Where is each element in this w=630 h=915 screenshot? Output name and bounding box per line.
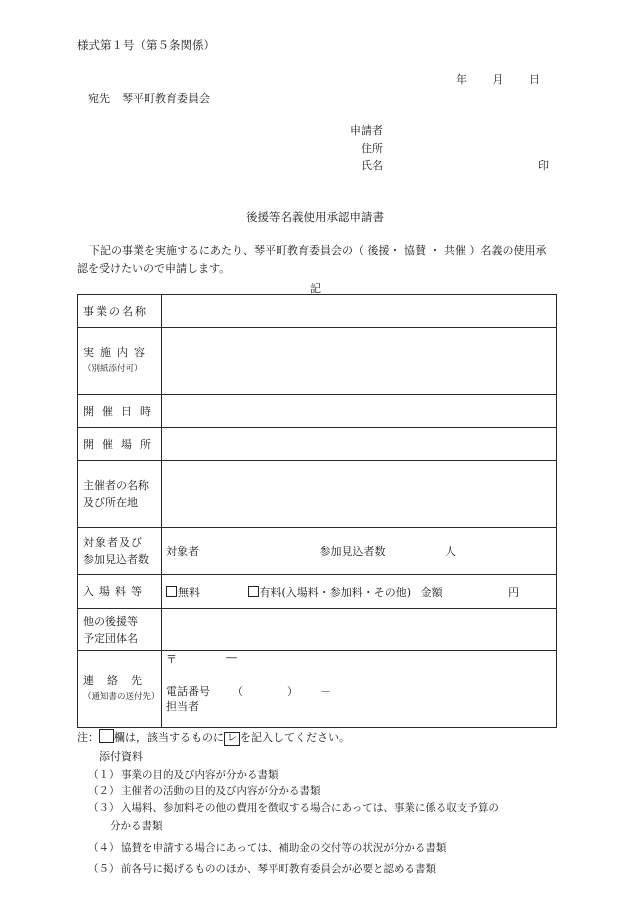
date-field[interactable] (162, 395, 557, 428)
place-label: 開催場所 (78, 428, 162, 461)
date-day-label: 日 (529, 73, 540, 86)
note-prefix: 注： (77, 731, 99, 744)
contact-note: （通知書の送付先） (83, 692, 160, 702)
ki-mark: 記 (310, 282, 321, 295)
other-sponsors-label: 他の後援等 予定団体名 (78, 609, 162, 651)
attachment-item: （２） 主催者の活動の目的及び内容が分かる書類 (88, 785, 321, 797)
other-sponsors-field[interactable] (162, 609, 557, 651)
fee-free-checkbox[interactable] (166, 586, 177, 597)
attachment-item-continuation: 分かる書類 (110, 820, 163, 832)
date-line (456, 71, 548, 87)
attachment-item: （４） 協賛を申請する場合にあっては、補助金の交付等の状況が分かる書類 (88, 842, 447, 854)
date-label: 開催日時 (78, 395, 162, 428)
note-text-1: 欄は，該当するものに (114, 731, 224, 744)
target-field-label: 対象者 (166, 545, 199, 558)
document-body: 下記の事業を実施するにあたり、琴平町教育委員会の（ 後援・ 協賛 ・ 共催 ）名義の使用承認を受けたいので申請します。 (77, 244, 547, 275)
postal-mark: 〒 (166, 653, 177, 666)
note-line (77, 729, 350, 746)
fee-free-label: 無料 (178, 585, 200, 599)
expected-count-label: 参加見込者数 (319, 545, 386, 558)
contact-field (162, 651, 557, 728)
attachments-title: 添付資料 (99, 750, 143, 763)
content-note: （別紙添付可） (83, 364, 143, 374)
form-number: 様式第１号（第５条関係） (77, 38, 215, 52)
staff-label: 担当者 (166, 700, 199, 713)
amount-label: 金額 (420, 585, 443, 599)
target-field[interactable] (162, 528, 557, 575)
checkbox-sample (99, 729, 114, 743)
place-field[interactable] (162, 428, 557, 461)
content-label: 実施内容 （別紙添付可） (78, 328, 162, 395)
phone-dash: － (320, 685, 331, 698)
applicant-address-label: 住所 (361, 142, 383, 155)
check-mark-sample: レ (224, 732, 240, 746)
content-field[interactable] (162, 328, 557, 395)
document-title: 後援等名義使用承認申請書 (246, 210, 384, 224)
event-name-label: 事業の名称 (78, 295, 162, 328)
attachment-item: （１） 事業の目的及び内容が分かる書類 (88, 769, 279, 781)
fee-paid-label: 有料(入場料・参加料・その他) (259, 585, 412, 599)
addressee (88, 90, 210, 106)
contact-label: 連絡先 （通知書の送付先） (78, 651, 162, 728)
people-unit: 人 (445, 545, 456, 558)
event-name-field[interactable] (162, 295, 557, 328)
yen-unit: 円 (508, 585, 520, 599)
application-table (77, 294, 557, 728)
phone-label: 電話番号 (166, 685, 210, 698)
addressee-prefix: 宛先 (88, 92, 110, 105)
fee-field (162, 575, 557, 609)
target-label: 対象者及び 参加見込者数 (78, 528, 162, 575)
attachment-item: （３） 入場料、参加料その他の費用を徴収する場合にあっては、事業に係る収支予算の (88, 802, 499, 814)
phone-paren: （ ） (232, 685, 298, 698)
date-month-label: 月 (492, 73, 504, 86)
fee-paid-checkbox[interactable] (248, 586, 259, 597)
date-year-label: 年 (456, 73, 467, 86)
postal-dash: ― (226, 651, 237, 664)
note-text-2: を記入してください。 (240, 731, 350, 744)
seal-mark: 印 (538, 159, 549, 172)
applicant-label: 申請者 (350, 124, 383, 137)
attachment-item: （５） 前各号に掲げるもののほか、琴平町教育委員会が必要と認める書類 (88, 863, 436, 875)
fee-label: 入場料等 (78, 575, 162, 609)
organizer-field[interactable] (162, 461, 557, 528)
organizer-label: 主催者の名称 及び所在地 (78, 461, 162, 528)
applicant-name-label: 氏名 (361, 159, 383, 172)
addressee-name: 琴平町教育委員会 (122, 92, 210, 105)
